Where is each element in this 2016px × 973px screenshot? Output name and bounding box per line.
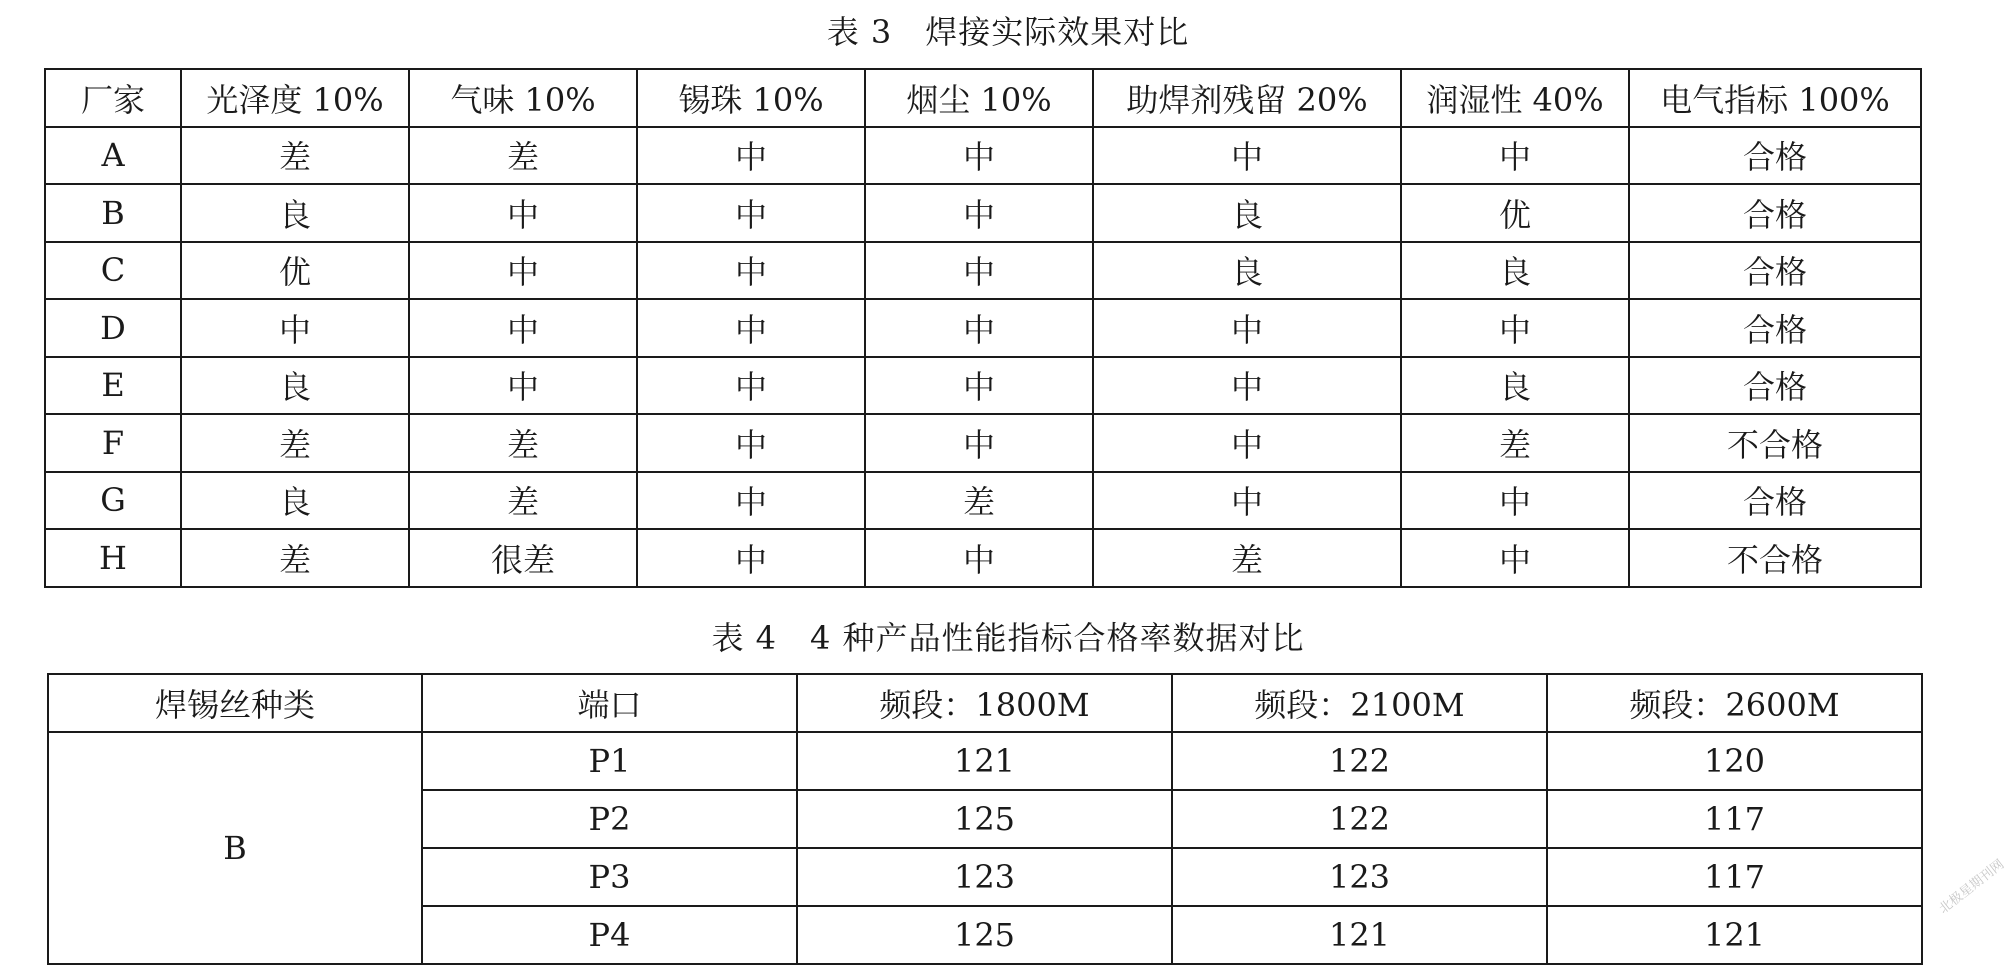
table-cell: 中 (409, 242, 637, 300)
table-cell: E (45, 357, 181, 415)
table-cell: 差 (409, 472, 637, 530)
table-row (45, 299, 1921, 357)
header-cell: 锡珠 10% (637, 69, 865, 127)
table-row (45, 357, 1921, 415)
table-cell: P4 (422, 906, 797, 964)
table-cell: F (45, 414, 181, 472)
table-header-row (48, 674, 1922, 732)
table-cell: 优 (181, 242, 409, 300)
table-cell: 良 (1401, 242, 1629, 300)
table-cell: 差 (1093, 529, 1401, 587)
header-cell: 焊锡丝种类 (48, 674, 422, 732)
table-cell: 中 (637, 529, 865, 587)
table-header-row (45, 69, 1921, 127)
table-cell: 123 (1172, 848, 1547, 906)
table-cell: 差 (409, 127, 637, 185)
table-cell: P2 (422, 790, 797, 848)
table3-caption: 表 3 焊接实际效果对比 (826, 13, 1190, 51)
table-cell: 中 (1401, 299, 1629, 357)
table-row (45, 184, 1921, 242)
table-cell: 中 (1093, 127, 1401, 185)
table-cell: 中 (1401, 472, 1629, 530)
table-cell: B (45, 184, 181, 242)
table-cell: D (45, 299, 181, 357)
table-cell: 中 (637, 472, 865, 530)
header-cell: 频段：2600M (1547, 674, 1922, 732)
table-cell: H (45, 529, 181, 587)
table-cell: 合格 (1629, 127, 1921, 185)
table-cell: 良 (181, 184, 409, 242)
table-cell: 中 (865, 529, 1093, 587)
table-cell: P1 (422, 732, 797, 790)
table-cell: 117 (1547, 790, 1922, 848)
table-cell: 差 (181, 127, 409, 185)
table-row (45, 529, 1921, 587)
table-cell: 中 (181, 299, 409, 357)
table-cell: 中 (1401, 529, 1629, 587)
table-cell: 优 (1401, 184, 1629, 242)
table-cell: 121 (1547, 906, 1922, 964)
table-cell: 合格 (1629, 184, 1921, 242)
table-cell: 中 (637, 127, 865, 185)
header-cell: 气味 10% (409, 69, 637, 127)
table-cell: 合格 (1629, 242, 1921, 300)
table-row (45, 242, 1921, 300)
header-cell: 烟尘 10% (865, 69, 1093, 127)
table-cell: 合格 (1629, 357, 1921, 415)
table-cell: 中 (865, 357, 1093, 415)
table-cell: 中 (409, 357, 637, 415)
table-cell: 125 (797, 790, 1172, 848)
table-row (45, 414, 1921, 472)
table-cell: 合格 (1629, 299, 1921, 357)
table-cell: 120 (1547, 732, 1922, 790)
table-cell: 中 (637, 184, 865, 242)
header-cell: 频段：1800M (797, 674, 1172, 732)
table-cell: 117 (1547, 848, 1922, 906)
header-cell: 助焊剂残留 20% (1093, 69, 1401, 127)
table-cell: 中 (1093, 299, 1401, 357)
table-cell: 良 (181, 472, 409, 530)
table-cell: 良 (1093, 184, 1401, 242)
table-cell: 中 (865, 414, 1093, 472)
table-cell: 中 (637, 414, 865, 472)
table-row (48, 732, 1922, 790)
table-cell: 不合格 (1629, 529, 1921, 587)
table-cell: P3 (422, 848, 797, 906)
table-cell: 差 (1401, 414, 1629, 472)
header-cell: 电气指标 100% (1629, 69, 1921, 127)
table4-caption: 表 4 4 种产品性能指标合格率数据对比 (711, 619, 1305, 657)
header-cell: 频段：2100M (1172, 674, 1547, 732)
table-cell: 125 (797, 906, 1172, 964)
table-cell: G (45, 472, 181, 530)
table-cell: 差 (865, 472, 1093, 530)
table-cell: 很差 (409, 529, 637, 587)
table-cell: 122 (1172, 790, 1547, 848)
table-cell: 差 (181, 414, 409, 472)
table-cell: 良 (181, 357, 409, 415)
table-cell: 中 (1401, 127, 1629, 185)
table-cell: 121 (1172, 906, 1547, 964)
table-cell: 中 (1093, 414, 1401, 472)
table-cell: 良 (1093, 242, 1401, 300)
table-cell: 中 (1093, 472, 1401, 530)
table-row (45, 127, 1921, 185)
table-cell: 中 (865, 299, 1093, 357)
table-cell: 中 (637, 299, 865, 357)
header-cell: 端口 (422, 674, 797, 732)
table-cell: 中 (409, 184, 637, 242)
table-cell: C (45, 242, 181, 300)
group-cell: B (48, 732, 422, 964)
table-cell: 中 (409, 299, 637, 357)
table-cell: 122 (1172, 732, 1547, 790)
welding-effect-table (44, 68, 1922, 588)
table-cell: 差 (181, 529, 409, 587)
table-cell: 差 (409, 414, 637, 472)
watermark: 北极星期刊网 (1936, 857, 2008, 917)
header-cell: 厂家 (45, 69, 181, 127)
table-cell: 123 (797, 848, 1172, 906)
header-cell: 润湿性 40% (1401, 69, 1629, 127)
table-cell: 良 (1401, 357, 1629, 415)
table-cell: 中 (865, 242, 1093, 300)
header-cell: 光泽度 10% (181, 69, 409, 127)
table-cell: 121 (797, 732, 1172, 790)
table-row (45, 472, 1921, 530)
performance-pass-rate-table (47, 673, 1923, 965)
table-cell: 中 (865, 184, 1093, 242)
table-cell: 合格 (1629, 472, 1921, 530)
table-cell: 中 (637, 242, 865, 300)
table-cell: A (45, 127, 181, 185)
table-cell: 不合格 (1629, 414, 1921, 472)
table-cell: 中 (637, 357, 865, 415)
table-cell: 中 (1093, 357, 1401, 415)
table-cell: 中 (865, 127, 1093, 185)
